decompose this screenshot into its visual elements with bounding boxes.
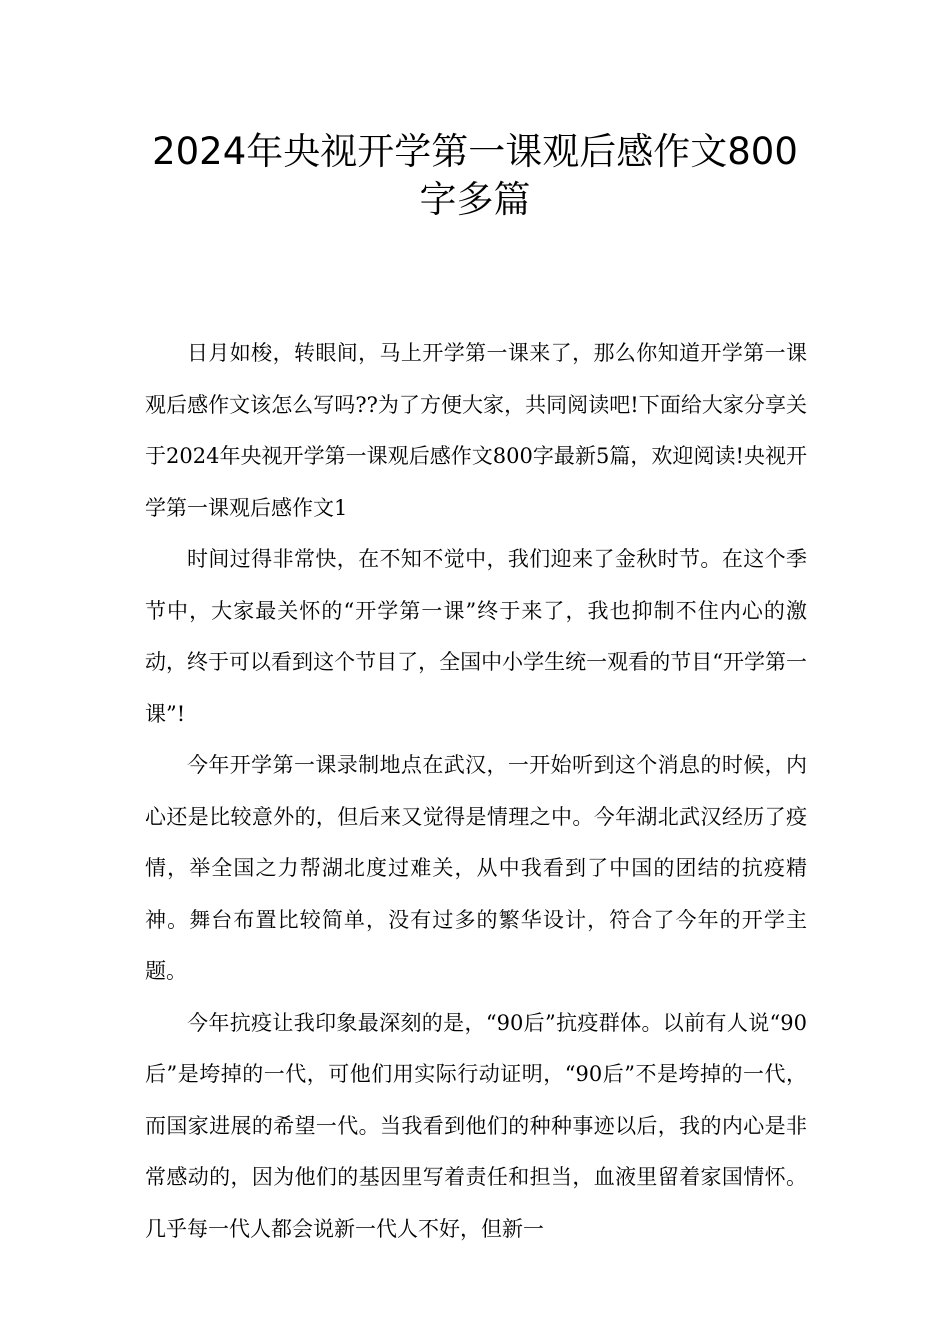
- title-line-1: 2024年央视开学第一课观后感作文800: [152, 130, 798, 173]
- paragraph-3: 今年开学第一课录制地点在武汉，一开始听到这个消息的时候，内心还是比较意外的，但后来又觉得是情理之中。今年湖北武汉经历了疫情，举全国之力帮湖北度过难关，从中我看到了中国的团结的抗疫精神。舞台布置比较简单，没有过多的繁华设计，符合了今年的开学主题。: [145, 753, 807, 983]
- paragraph-1: 日月如梭，转眼间，马上开学第一课来了，那么你知道开学第一课观后感作文该怎么写吗??为了方便大家，共同阅读吧!下面给大家分享关于2024年央视开学第一课观后感作文800字最新5篇，欢迎阅读!央视开学第一课观后感作文1: [145, 341, 807, 520]
- document-title: [100, 128, 850, 224]
- paragraph-2: 时间过得非常快，在不知不觉中，我们迎来了金秋时节。在这个季节中，大家最关怀的“开学第一课”终于来了，我也抑制不住内心的激动，终于可以看到这个节目了，全国中小学生统一观看的节目“开学第一课”!: [145, 547, 807, 726]
- document-body: [145, 328, 807, 1255]
- title-line-2: 字多篇: [419, 178, 531, 221]
- paragraph-4: 今年抗疫让我印象最深刻的是，“90后”抗疫群体。以前有人说“90后”是垮掉的一代，可他们用实际行动证明，“90后”不是垮掉的一代，而国家进展的希望一代。当我看到他们的种种事迹以后，我的内心是非常感动的，因为他们的基因里写着责任和担当，血液里留着家国情怀。几乎每一代人都会说新一代人不好，但新一: [145, 1010, 807, 1241]
